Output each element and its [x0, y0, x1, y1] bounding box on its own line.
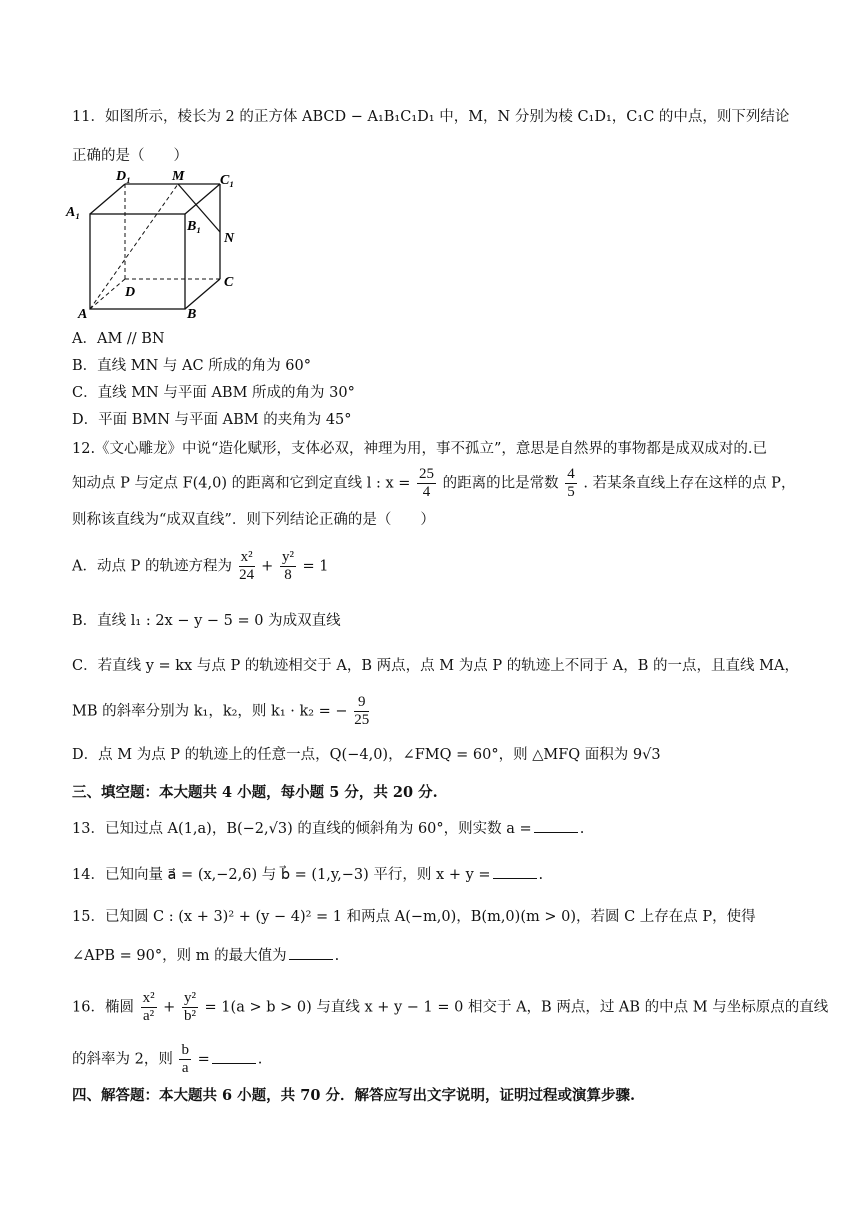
q12-option-c-line1: C．若直线 y = kx 与点 P 的轨迹相交于 A，B 两点，点 M 为点 P 的轨迹上不同于 A，B 的一点，且直线 MA，	[72, 658, 799, 674]
frac-den: b²	[183, 1008, 196, 1024]
q11-option-c: C．直线 MN 与平面 ABM 所成的角为 30°	[72, 385, 355, 401]
fraction-x2-over-a2	[141, 990, 157, 1025]
q12-optA-equals: = 1	[302, 558, 329, 575]
frac-num: 25	[419, 466, 435, 482]
answer-blank	[289, 945, 333, 960]
frac-num: 4	[567, 466, 575, 482]
q12-optA-text: A．动点 P 的轨迹方程为	[72, 558, 232, 575]
frac-num: y²	[183, 990, 196, 1006]
q16-text-c: 的斜率为 2，则	[72, 1051, 173, 1068]
q14-period: .	[538, 867, 544, 883]
q11-option-d: D．平面 BMN 与平面 ABM 的夹角为 45°	[72, 412, 352, 428]
fraction-y2-over-8	[280, 549, 296, 584]
q12-option-c-line2	[72, 694, 371, 729]
q13	[72, 818, 584, 839]
frac-num: x²	[142, 990, 155, 1006]
label-M: M	[172, 169, 185, 184]
q13-text: 13．已知过点 A(1,a)，B(−2,√3) 的直线的倾斜角为 60°，则实数 a =	[72, 821, 532, 837]
label-B1: B₁	[187, 219, 202, 234]
q15-line2	[72, 945, 339, 966]
q15-line1: 15．已知圆 C : (x + 3)² + (y − 4)² = 1 和两点 A(−m,0)，B(m,0)(m > 0)，若圆 C 上存在点 P，使得	[72, 909, 756, 925]
frac-den: a	[181, 1060, 189, 1076]
label-N: N	[224, 231, 235, 246]
label-C: C	[224, 275, 234, 290]
q12-stem-line3: 则称该直线为“成双直线”．则下列结论正确的是（ ）	[72, 512, 435, 528]
fraction-4-over-5	[565, 466, 577, 501]
q12-line2-text-a: 知动点 P 与定点 F(4,0) 的距离和它到定直线 l : x =	[72, 475, 411, 492]
frac-num: y²	[281, 549, 294, 565]
fraction-25-over-4	[417, 466, 436, 501]
label-C1: C₁	[220, 173, 235, 188]
section3-heading: 三、填空题：本大题共 4 小题，每小题 5 分，共 20 分.	[72, 784, 438, 801]
q11-stem-line1: 11．如图所示，棱长为 2 的正方体 ABCD − A₁B₁C₁D₁ 中，M，N 分别为棱 C₁D₁，C₁C 的中点，则下列结论	[72, 109, 790, 125]
q16-period: .	[257, 1051, 263, 1068]
q14-text: 14．已知向量 a⃗ = (x,−2,6) 与 b⃗ = (1,y,−3) 平行，则 x + y =	[72, 867, 491, 883]
q14	[72, 864, 543, 885]
q11-stem-line2: 正确的是（ ）	[72, 148, 188, 164]
answer-blank	[493, 864, 537, 879]
q16-text-b: = 1(a > b > 0) 与直线 x + y − 1 = 0 相交于 A，B 两点，过 AB 的中点 M 与坐标原点的直线	[204, 999, 829, 1016]
q16-line2	[72, 1042, 262, 1077]
q12-optC-text: MB 的斜率分别为 k₁，k₂，则 k₁ · k₂ = −	[72, 703, 348, 720]
q16-equals: =	[197, 1051, 210, 1068]
section4-heading: 四、解答题：本大题共 6 小题，共 70 分．解答应写出文字说明，证明过程或演算步骤.	[72, 1087, 636, 1104]
label-B: B	[187, 307, 197, 322]
frac-num: 9	[354, 694, 369, 712]
answer-blank	[212, 1049, 256, 1064]
q15-text: ∠APB = 90°，则 m 的最大值为	[72, 948, 287, 964]
frac-den: 24	[239, 567, 255, 583]
label-D1: D₁	[116, 169, 131, 184]
fraction-x2-over-24	[239, 549, 255, 584]
cube-figure	[60, 166, 250, 322]
q13-period: .	[579, 821, 585, 837]
q12-line2-text-c: . 若某条直线上存在这样的点 P，	[583, 475, 796, 492]
q12-option-d: D．点 M 为点 P 的轨迹上的任意一点，Q(−4,0)，∠FMQ = 60°，则 △MFQ 面积为 9√3	[72, 747, 661, 763]
label-A1: A₁	[66, 205, 81, 220]
q15-period: .	[334, 948, 340, 964]
q16-text-a: 16．椭圆	[72, 999, 134, 1016]
fraction-b-over-a	[179, 1042, 191, 1077]
frac-den: 5	[567, 484, 575, 500]
frac-den: 25	[354, 712, 370, 728]
frac-den: 8	[284, 567, 292, 583]
frac-den: 4	[422, 484, 431, 500]
q12-stem-line2	[72, 466, 795, 501]
q11-option-b: B．直线 MN 与 AC 所成的角为 60°	[72, 358, 312, 374]
q12-line2-text-b: 的距离的比是常数	[442, 475, 559, 492]
q12-stem-line1: 12.《文心雕龙》中说“造化赋形，支体必双，神理为用，事不孤立”，意思是自然界的事物都是成双成对的.已	[72, 441, 767, 457]
frac-num: x²	[240, 549, 253, 565]
plus-sign: +	[163, 999, 176, 1016]
frac-num: b	[181, 1042, 189, 1058]
label-A: A	[78, 307, 88, 322]
answer-blank	[534, 818, 578, 833]
fraction-y2-over-b2	[182, 990, 198, 1025]
q11-option-a: A．AM // BN	[72, 331, 165, 347]
frac-den: a²	[142, 1008, 155, 1024]
q16-line1	[72, 990, 828, 1025]
plus-sign: +	[261, 558, 274, 575]
q12-option-b: B．直线 l₁ : 2x − y − 5 = 0 为成双直线	[72, 613, 341, 629]
label-D: D	[125, 285, 136, 300]
fraction-9-over-25	[354, 694, 369, 729]
q12-option-a	[72, 549, 329, 584]
